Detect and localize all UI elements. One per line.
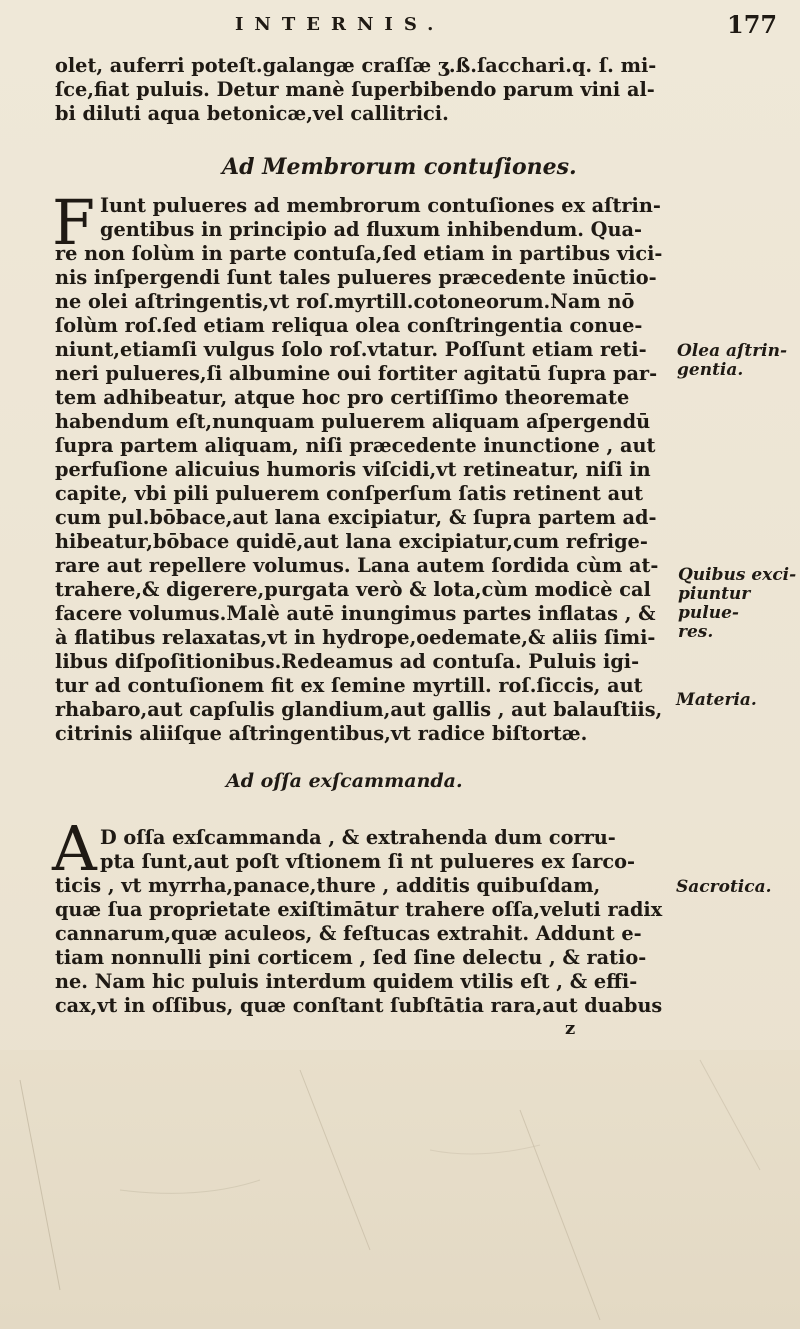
intro-line: olet, auferri poteſt.galangæ craſſæ ʒ.ß.ſacchari.q. ſ. mi- (55, 54, 657, 77)
body-line: ſupra partem aliquam, niſi præcedente inunctione , aut (55, 434, 656, 457)
body-line: cannarum,quæ aculeos, & feſtucas extrahit. Addunt e- (55, 922, 642, 945)
body-line: ticis , vt myrrha,panace,thure , additis quibuſdam, (55, 874, 601, 897)
body-line: trahere,& digerere,purgata verò & lota,cùm modicè cal (55, 578, 651, 601)
margin-note-sacrotica: Sacrotica. (676, 877, 772, 897)
paper-texture (0, 1050, 800, 1329)
section-heading-contusiones: Ad Membrorum contuſiones. (222, 154, 577, 180)
body-line: tem adhibeatur, atque hoc pro certiſſimo theoremate (55, 386, 630, 409)
margin-note-quibus: Quibus exci- piuntur pulue- res. (678, 565, 797, 642)
section-heading-ossa: Ad oſſa exſcammanda. (226, 770, 463, 792)
body-line: cum pul.bōbace,aut lana excipiatur, & ſupra partem ad- (55, 506, 657, 529)
body-line: perfuſione alicuius humoris viſcidi,vt retineatur, niſi in (55, 458, 651, 481)
body-line: hibeatur,bōbace quidē,aut lana excipiatur,cum refrige- (55, 530, 648, 553)
page-number: 177 (727, 10, 778, 39)
body-line: re non ſolùm in parte contuſa,ſed etiam in partibus vici- (55, 242, 663, 265)
margin-note-olea: Olea aſtrin- gentia. (677, 341, 788, 380)
body-line: pta ſunt,aut poſt vſtionem ſi nt pulueres ex ſarco- (100, 850, 636, 873)
catchword: z (565, 1018, 576, 1039)
body-line: neri pulueres,ſi albumine oui fortiter agitatū ſupra par- (55, 362, 658, 385)
body-line: ne. Nam hic puluis interdum quidem vtilis eſt , & effi- (55, 970, 638, 993)
body-line: citrinis aliiſque aſtringentibus,vt radice biſtortæ. (55, 722, 588, 745)
body-line: niunt,etiamſi vulgus ſolo roſ.vtatur. Poſſunt etiam reti- (55, 338, 647, 361)
body-line: facere volumus.Malè autē inungimus partes inflatas , & (55, 602, 656, 625)
body-line: ne olei aſtringentis,vt roſ.myrtill.cotoneorum.Nam nō (55, 290, 635, 313)
blank-lower-sheet (0, 1050, 800, 1329)
body-line: cax,vt in oſſibus, quæ conſtant ſubſtātia rara,aut duabus (55, 994, 663, 1017)
body-line: libus diſpoſitionibus.Redeamus ad contuſa. Puluis igi- (55, 650, 640, 673)
body-line: ſolùm roſ.ſed etiam reliqua olea conſtringentia conue- (55, 314, 643, 337)
intro-line: ſce,fiat puluis. Detur manè ſuperbibendo parum vini al- (55, 78, 655, 101)
body-line: rhabaro,aut capſulis glandium,aut gallis , aut balauſtiis, (55, 698, 663, 721)
body-line: D oſſa exſcammanda , & extrahenda dum corru- (100, 826, 616, 849)
body-line: rare aut repellere volumus. Lana autem ſordida cùm at- (55, 554, 659, 577)
running-title: INTERNIS. (235, 14, 445, 35)
intro-line: bi diluti aqua betonicæ,vel callitrici. (55, 102, 449, 125)
body-line: nis inſpergendi ſunt tales pulueres præcedente inūctio- (55, 266, 657, 289)
body-line: capite, vbi pili puluerem conſperſum ſatis retinent aut (55, 482, 644, 505)
dropcap-f: F (52, 186, 96, 259)
body-line: tur ad contuſionem fit ex ſemine myrtill. roſ.ſiccis, aut (55, 674, 643, 697)
dropcap-a: A (52, 812, 97, 885)
body-line: quæ ſua proprietate exiſtimātur trahere oſſa,veluti radix (55, 898, 663, 921)
margin-note-materia: Materia. (676, 690, 757, 710)
body-line: tiam nonnulli pini corticem , ſed ſine delectu , & ratio- (55, 946, 647, 969)
body-line: à flatibus relaxatas,vt in hydrope,oedemate,& aliis ſimi- (55, 626, 656, 649)
body-line: Iunt pulueres ad membrorum contuſiones ex aſtrin- (100, 194, 661, 217)
body-line: habendum eſt,nunquam puluerem aliquam aſpergendū (55, 410, 651, 433)
body-line: gentibus in principio ad fluxum inhibendum. Qua- (100, 218, 642, 241)
